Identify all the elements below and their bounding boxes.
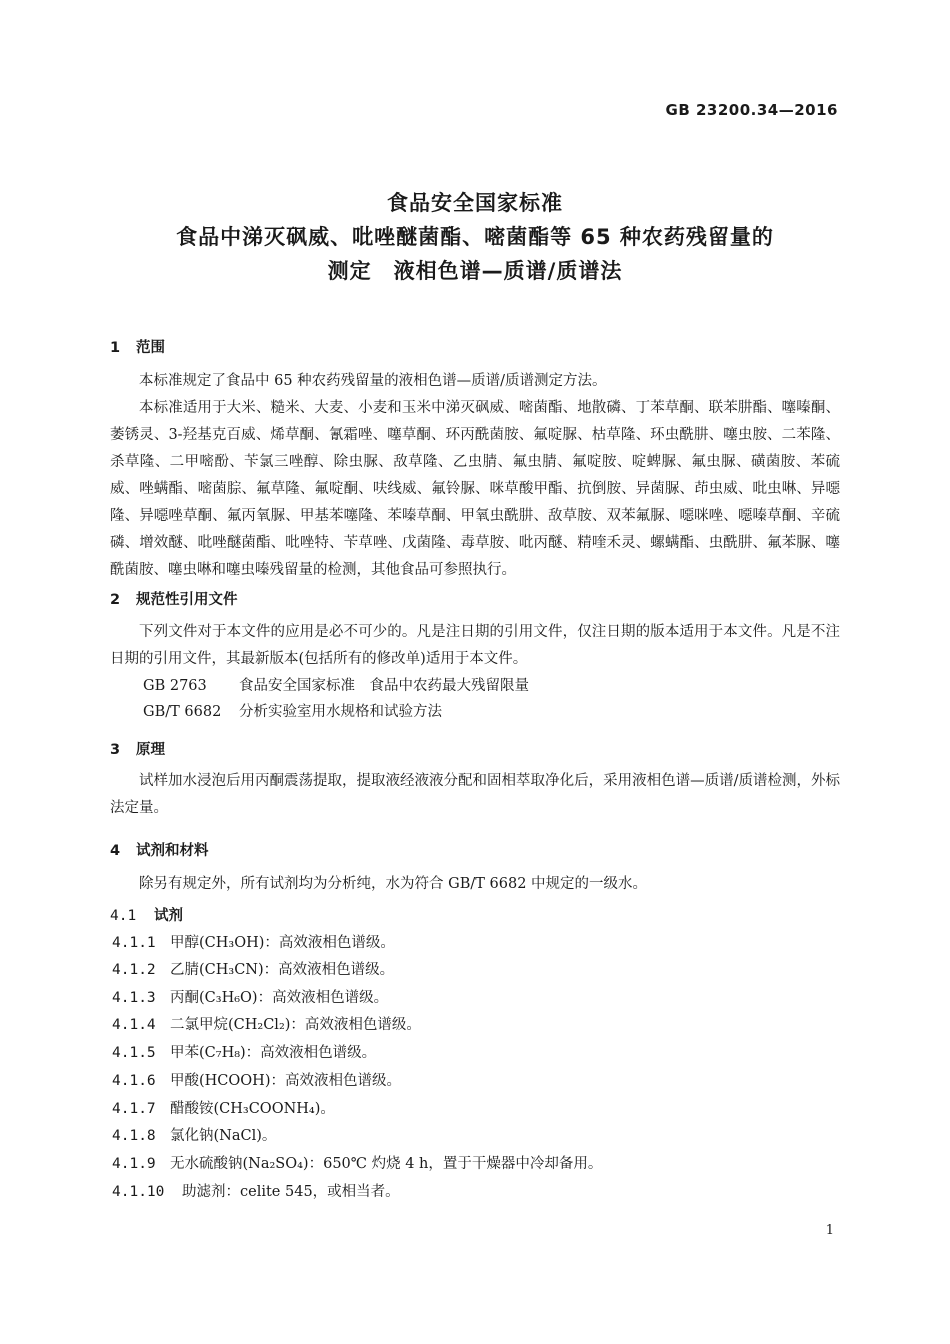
reagent-item — [112, 958, 394, 979]
subsection-number: 4.1 — [110, 908, 137, 924]
item-number: 4.1.1 — [112, 935, 156, 951]
section-4-heading — [110, 839, 209, 860]
reference-code: GB 2763 — [143, 678, 207, 694]
section-number: 3 — [110, 742, 121, 758]
item-text: 甲酸(HCOOH)：高效液相色谱级。 — [170, 1073, 401, 1089]
subsection-title: 试剂 — [154, 908, 183, 924]
section-4-paragraph-1: 除另有规定外，所有试剂均为分析纯，水为符合 GB/T 6682 中规定的一级水。 — [139, 876, 648, 892]
title-line-1: 食品安全国家标准 — [387, 191, 563, 215]
reagent-item — [112, 1180, 400, 1201]
item-text: 甲醇(CH₃OH)：高效液相色谱级。 — [170, 935, 395, 951]
section-number: 4 — [110, 843, 121, 859]
subsection-4-1-heading — [110, 904, 183, 925]
section-1-heading — [110, 336, 165, 357]
reference-item — [143, 674, 529, 695]
section-number: 2 — [110, 592, 121, 608]
section-title: 原理 — [136, 742, 165, 758]
item-number: 4.1.3 — [112, 990, 156, 1006]
item-number: 4.1.7 — [112, 1101, 156, 1117]
item-text: 乙腈(CH₃CN)：高效液相色谱级。 — [170, 962, 395, 978]
item-number: 4.1.9 — [112, 1156, 156, 1172]
reagent-item — [112, 986, 388, 1007]
page-number: 1 — [825, 1223, 834, 1238]
section-title: 范围 — [136, 340, 165, 356]
reference-title: 分析实验室用水规格和试验方法 — [239, 704, 442, 720]
item-number: 4.1.6 — [112, 1073, 156, 1089]
reagent-item — [112, 1097, 335, 1118]
section-number: 1 — [110, 340, 121, 356]
title-line-3: 测定 液相色谱—质谱/质谱法 — [327, 259, 623, 283]
reagent-item — [112, 1124, 276, 1145]
item-text: 醋酸铵(CH₃COONH₄)。 — [170, 1101, 335, 1117]
standard-number: GB 23200.34—2016 — [665, 101, 838, 119]
reference-title: 食品安全国家标准 食品中农药最大残留限量 — [239, 678, 529, 694]
section-2-paragraph-1: 下列文件对于本文件的应用是必不可少的。凡是注日期的引用文件，仅注日期的版本适用于本文件。凡是不注日期的引用文件，其最新版本(包括所有的修改单)适用于本文件。 — [110, 624, 840, 667]
item-number: 4.1.5 — [112, 1045, 156, 1061]
section-3-heading — [110, 738, 165, 759]
section-3-paragraph-1: 试样加水浸泡后用丙酮震荡提取，提取液经液液分配和固相萃取净化后，采用液相色谱—质谱/质谱检测，外标法定量。 — [110, 773, 840, 816]
reagent-item — [112, 1041, 376, 1062]
item-text: 二氯甲烷(CH₂Cl₂)：高效液相色谱级。 — [170, 1017, 421, 1033]
item-text: 丙酮(C₃H₆O)：高效液相色谱级。 — [170, 990, 389, 1006]
section-title: 规范性引用文件 — [136, 592, 238, 608]
reference-item — [143, 700, 442, 721]
section-1-paragraph-2: 本标准适用于大米、糙米、大麦、小麦和玉米中涕灭砜威、嘧菌酯、地散磷、丁苯草酮、联苯肼酯、噻嗪酮、萎锈灵、3-羟基克百威、烯草酮、氰霜唑、噻草酮、环丙酰菌胺、氟啶脲、枯草隆、环虫酰肼、噻虫胺、二苯隆、杀草隆、二甲嘧酚、苄氯三唑醇、除虫脲、敌草隆、乙虫腈、氟虫腈、氟啶胺、啶蜱脲、氟虫脲、磺菌胺、苯硫威、唑螨酯、嘧菌腙、氟草隆、氟啶酮、呋线威、氟铃脲、咪草酸甲酯、抗倒胺、异菌脲、茚虫威、吡虫啉、异噁隆、异噁唑草酮、氟丙氧脲、甲基苯噻隆、苯嗪草酮、甲氧虫酰肼、敌草胺、双苯氟脲、噁咪唑、噁嗪草酮、辛硫磷、增效醚、吡唑醚菌酯、吡唑特、苄草唑、戊菌隆、毒草胺、吡丙醚、精喹禾灵、螺螨酯、虫酰肼、氟苯脲、噻酰菌胺、噻虫啉和噻虫嗪残留量的检测，其他食品可参照执行。 — [110, 400, 840, 578]
item-number: 4.1.8 — [112, 1128, 156, 1144]
item-text: 甲苯(C₇H₈)：高效液相色谱级。 — [170, 1045, 377, 1061]
section-2-heading — [110, 588, 238, 609]
reagent-item — [112, 931, 395, 952]
item-number: 4.1.4 — [112, 1017, 156, 1033]
item-text: 无水硫酸钠(Na₂SO₄)：650℃ 灼烧 4 h，置于干燥器中冷却备用。 — [170, 1156, 603, 1172]
reference-code: GB/T 6682 — [143, 704, 222, 720]
reagent-item — [112, 1152, 602, 1173]
title-line-2: 食品中涕灭砜威、吡唑醚菌酯、嘧菌酯等 65 种农药残留量的 — [176, 225, 774, 249]
reagent-item — [112, 1069, 401, 1090]
section-1-paragraph-1: 本标准规定了食品中 65 种农药残留量的液相色谱—质谱/质谱测定方法。 — [139, 373, 607, 389]
item-number: 4.1.2 — [112, 962, 156, 978]
reagent-item — [112, 1013, 421, 1034]
item-text: 氯化钠(NaCl)。 — [170, 1128, 277, 1144]
item-number: 4.1.10 — [112, 1184, 165, 1200]
section-title: 试剂和材料 — [136, 843, 209, 859]
item-text: 助滤剂：celite 545，或相当者。 — [182, 1184, 400, 1200]
